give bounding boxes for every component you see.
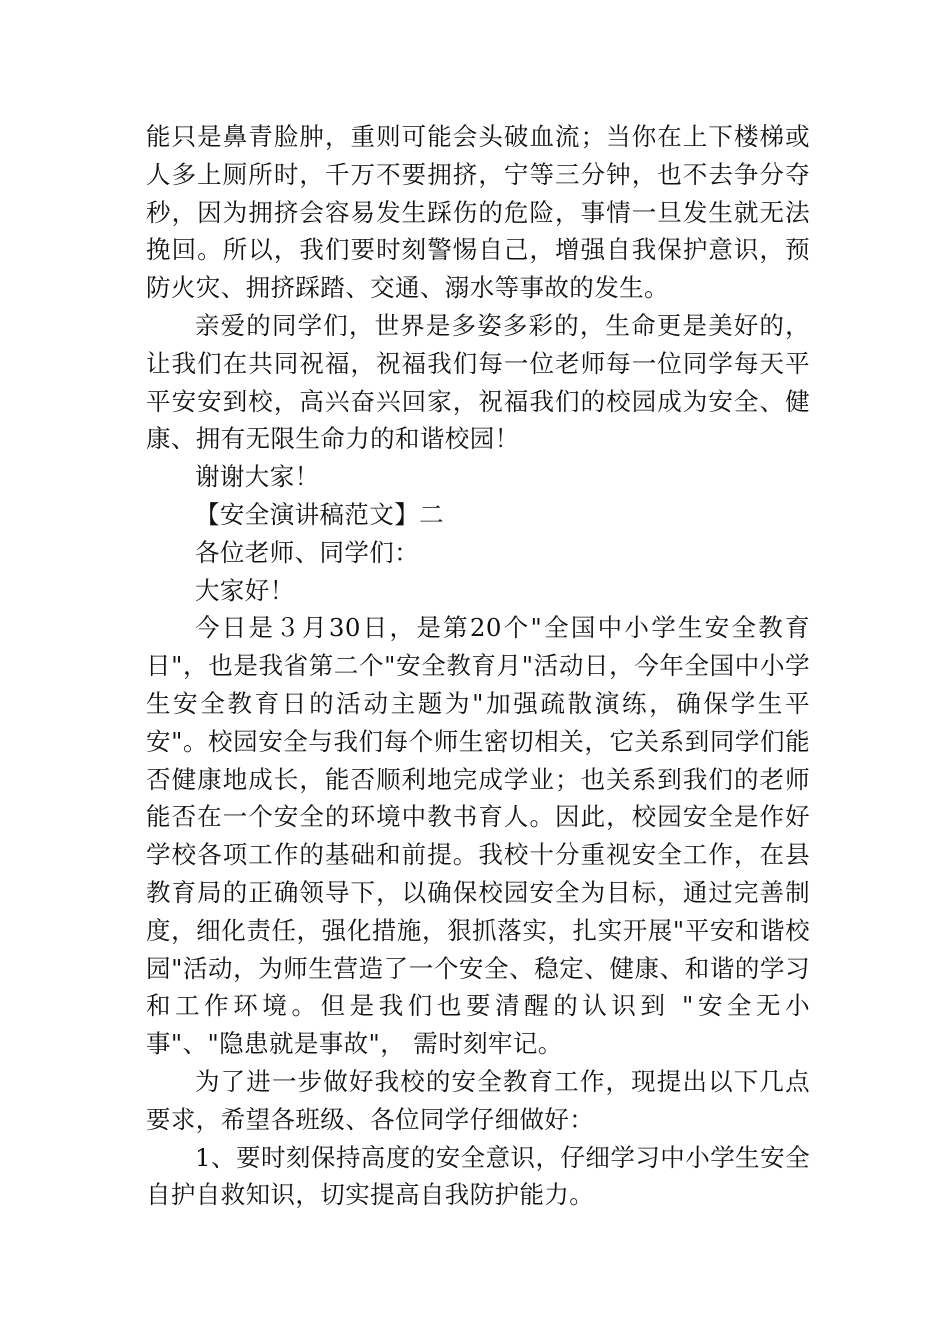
paragraph-7: 今日是３月30日，是第20个"全国中小学生安全教育日"，也是我省第二个"安全教育月"活动日，今年全国中小学生安全教育日的活动主题为"加强疏散演练，确保学生平安"。校园安全与我们每个师生密切相关，它关系到同学们能否健康地成长，能否顺利地完成学业；也关系到我们的老师能否在一个安全的环境中教书育人。因此，校园安全是作好学校各项工作的基础和前提。我校十分重视安全工作，在县教育局的正确领导下，以确保校园安全为目标，通过完善制度，细化责任，强化措施，狠抓落实，扎实开展"平安和谐校园"活动，为师生营造了一个安全、稳定、健康、和谐的学习和工作环境。但是我们也要清醒的认识到 "安全无小事"、"隐患就是事故"， 需时刻牢记。 <box>146 613 810 1059</box>
paragraph-9: 1、要时刻保持高度的安全意识，仔细学习中小学生安全自护自救知识，切实提高自我防护能力。 <box>146 1142 810 1210</box>
greeting: 大家好！ <box>195 575 295 605</box>
paragraph-2: 亲爱的同学们，世界是多姿多彩的，生命更是美好的，让我们在共同祝福，祝福我们每一位老师每一位同学每天平平安安到校，高兴奋兴回家，祝福我们的校园成为安全、健康、拥有无限生命力的和谐校园！ <box>146 310 810 454</box>
paragraph-1: 能只是鼻青脸肿，重则可能会头破血流；当你在上下楼梯或人多上厕所时，千万不要拥挤，宁等三分钟，也不去争分夺秒，因为拥挤会容易发生踩伤的危险，事情一旦发生就无法挽回。所以，我们要时刻警惕自己，增强自我保护意识，预防火灾、拥挤踩踏、交通、溺水等事故的发生。 <box>146 122 810 303</box>
paragraph-3: 谢谢大家！ <box>195 462 320 492</box>
salutation: 各位老师、同学们： <box>195 537 420 567</box>
document-body <box>146 118 810 1214</box>
section-heading: 【安全演讲稿范文】二 <box>195 499 444 529</box>
paragraph-8: 为了进一步做好我校的安全教育工作，现提出以下几点要求，希望各班级、各位同学仔细做好： <box>146 1066 810 1134</box>
